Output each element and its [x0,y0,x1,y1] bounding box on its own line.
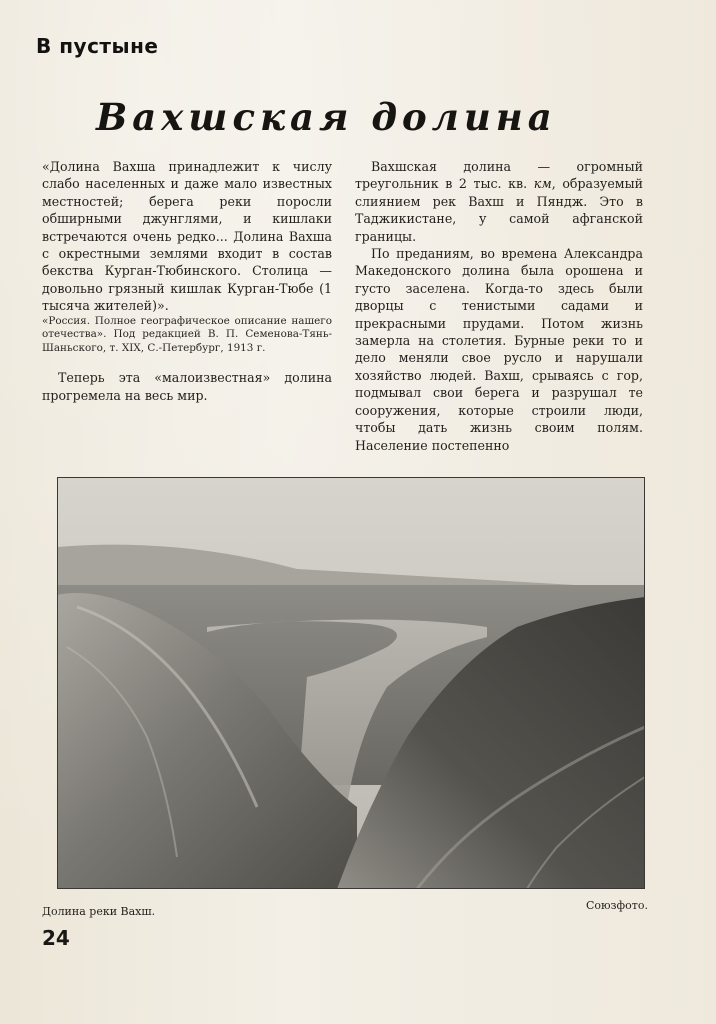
epigraph-source: «Россия. Полное географическое описание нашего отечества». Под редакцией В. П. Семенова-Тянь-Шаньского, т. XIX, С.-Петербург, 1913 г. [42,314,332,354]
epigraph-quote: «Долина Вахша принадлежит к числу слабо населенных и даже мало известных местностей; берега реки поросли обширными джунглями, и кишлаки встречаются очень редко... Долина Вахша с окрестными землями входит в состав бекства Курган-Тюбинского. Столица — довольно грязный кишлак Курган-Тюбе (1 тысяча жителей)». [42,159,332,314]
valley-photo-illustration [57,477,645,889]
article-headline: Вахшская долина [96,95,557,139]
photo-credit: Союзфото. [585,899,648,912]
unit-km: км [533,176,552,192]
paragraph-1 [355,158,643,245]
left-column [42,158,332,404]
right-column [355,158,643,454]
paragraph-1-end: , образуемый слиянием рек Вахш и Пяндж. Это в Таджикистане, у самой афганской границы. [355,176,644,244]
page-number: 24 [42,926,70,950]
intro-paragraph: Теперь эта «малоизвестная» долина прогремела на весь мир. [42,370,332,403]
valley-photo [57,477,645,889]
section-label: В пустыне [36,34,159,58]
paragraph-2: По преданиям, во времена Александра Македонского долина была орошена и густо заселена. Когда-то здесь были дворцы с тенистыми садами и прекрасными прудами. Потом жизнь замерла на столетия. Бурные реки то и дело меняли свое русло и нарушали хозяйство людей. Вахш, срываясь с гор, подмывал свои берега и разрушал те сооружения, которые строили люди, чтобы дать жизнь своим полям. Население постепенно [355,246,643,453]
photo-caption: Долина реки Вахш. [42,905,156,918]
paragraph-1-start: Вахшская долина — огромный треугольник в 2 тыс. кв. [355,159,643,192]
